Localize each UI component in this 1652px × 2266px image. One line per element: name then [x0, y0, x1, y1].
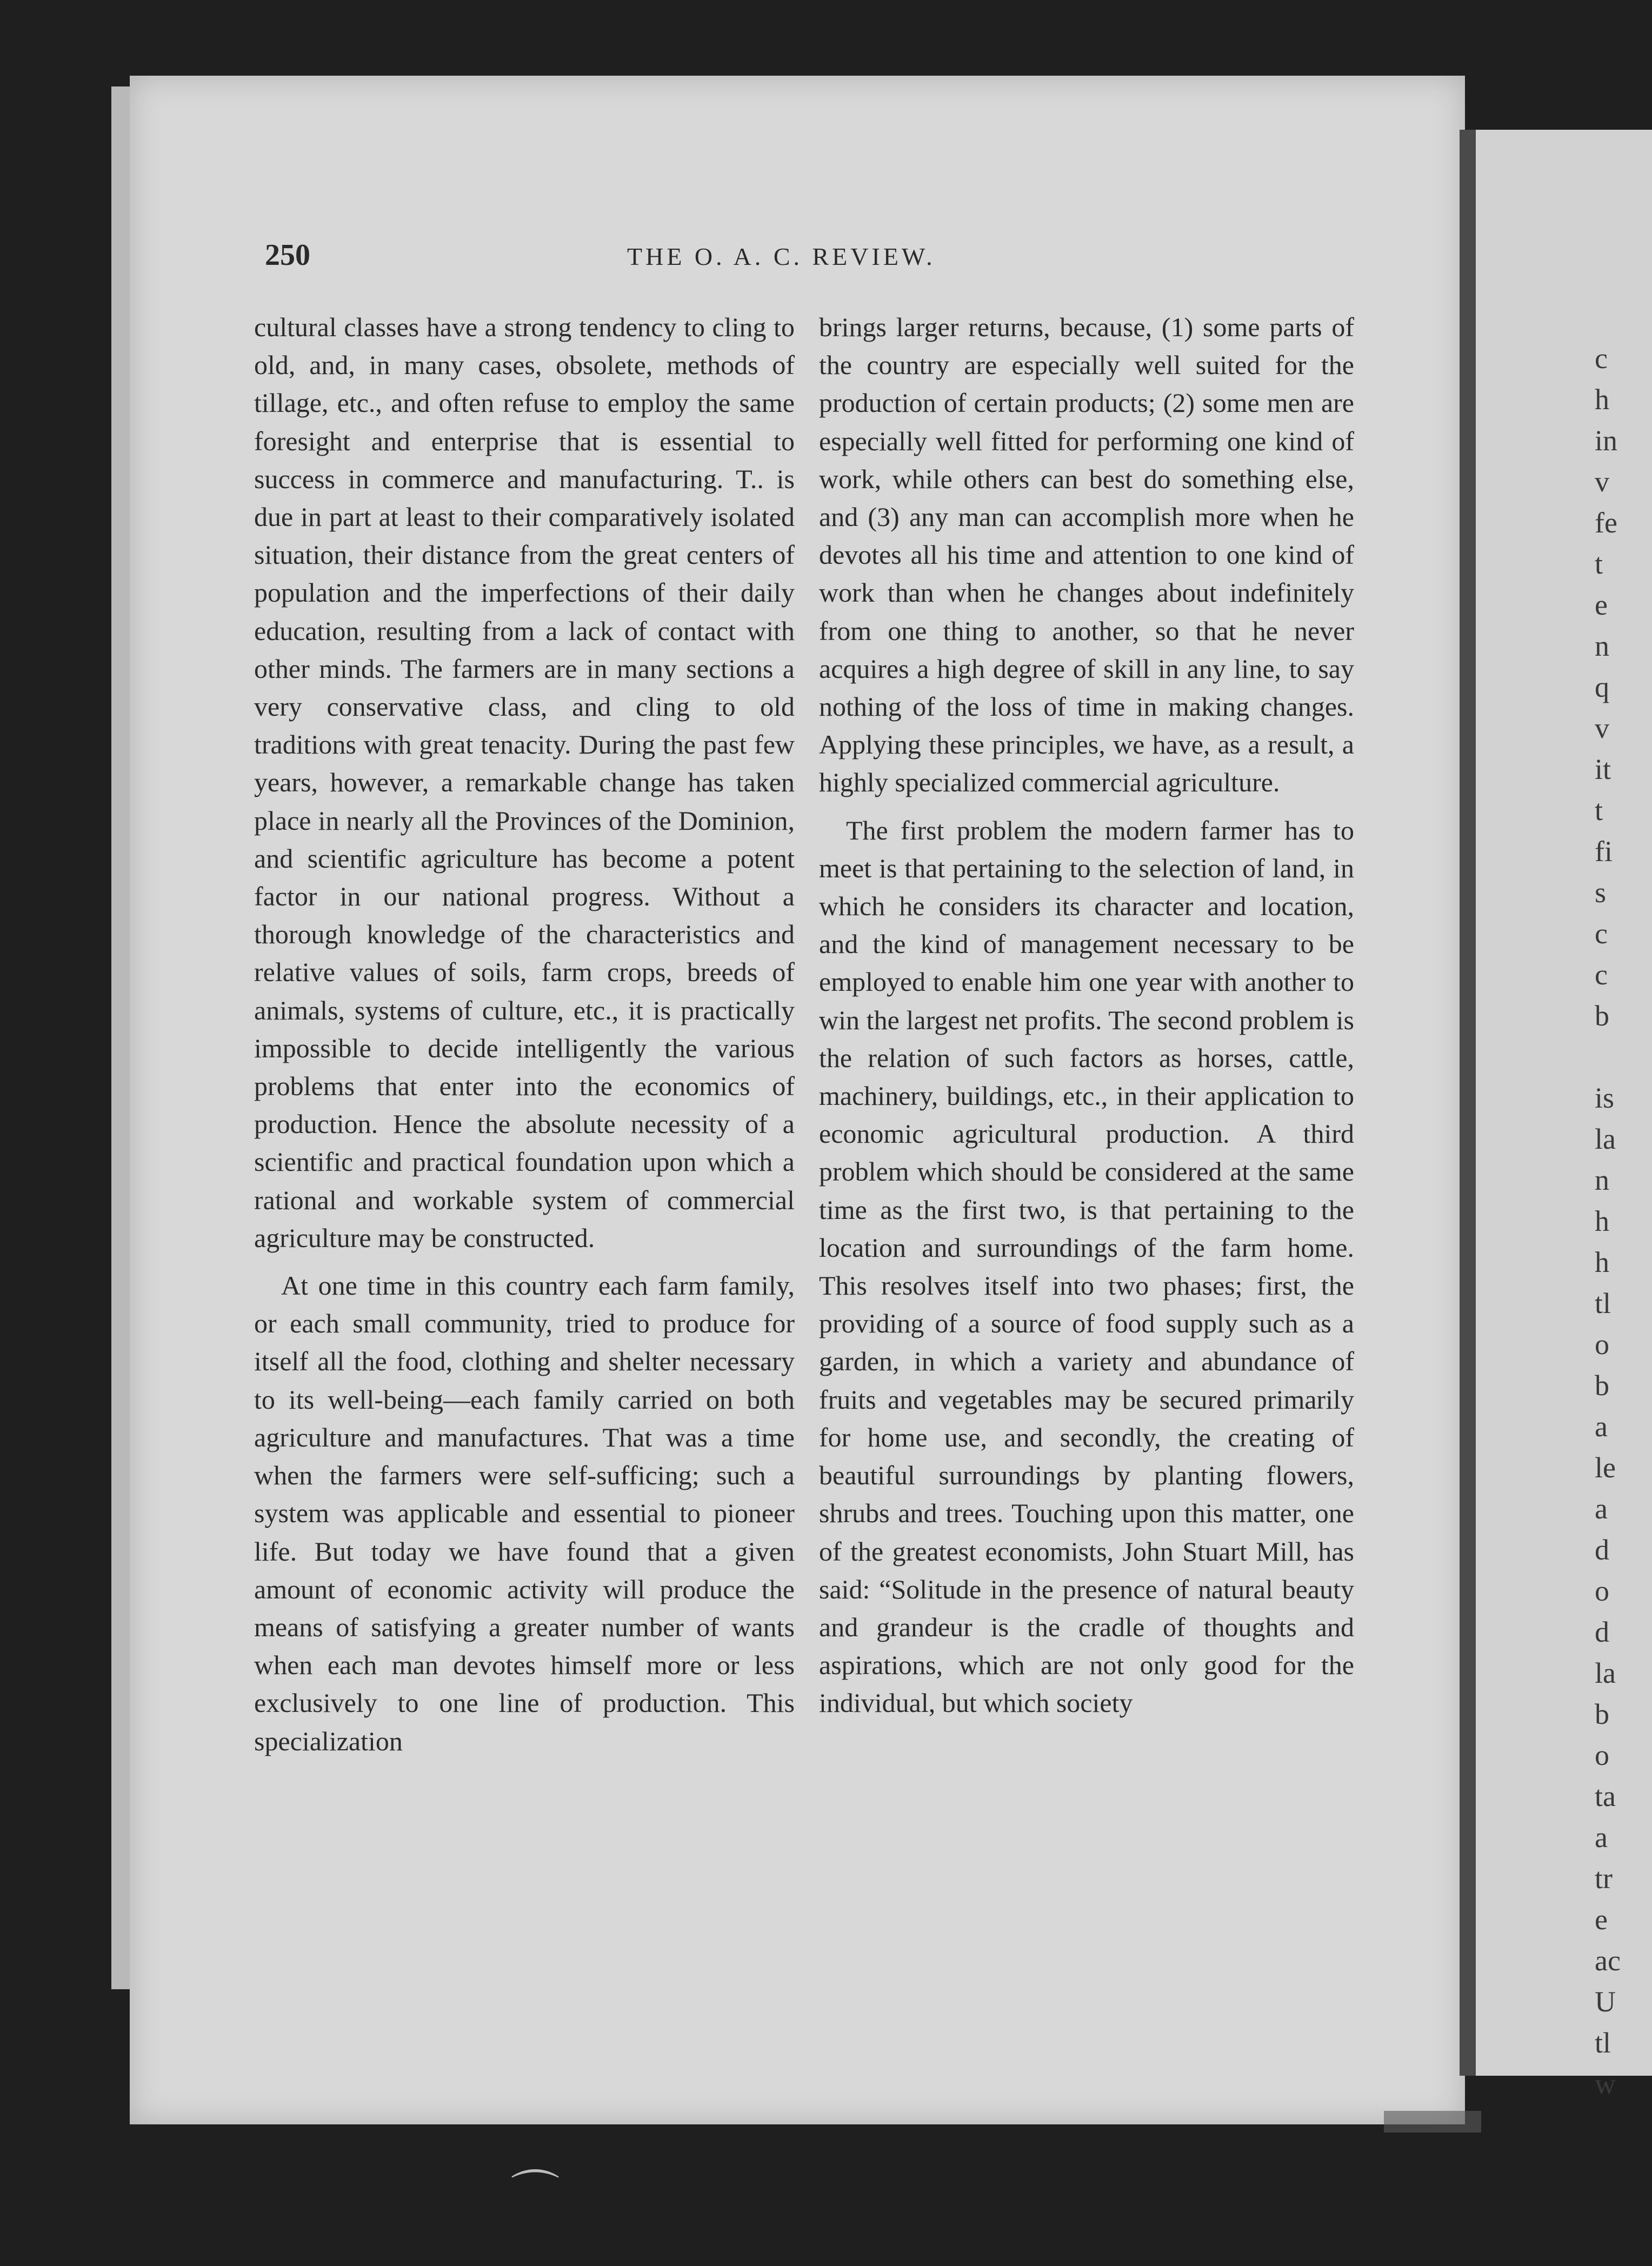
next-page-fragment: h: [1595, 1205, 1609, 1237]
paragraph: brings larger returns, because, (1) some parts of the country are especially well suited for the production of certain products; (2) some men are especially well fitted for performing one kind of work, while others can best do something else, and (3) any man can accomplish more when he devotes all his time and attention to one kind of work than when he changes about indefinitely from one thing to another, so that he never acquires a high degree of skill in any line, to say nothing of the loss of time in making changes. Applying these principles, we have, as a result, a highly specialized commercial agriculture.: [819, 312, 1354, 798]
next-page-fragment: h: [1595, 383, 1609, 416]
next-page-fragment: c: [1595, 917, 1608, 950]
next-page-fragment: s: [1595, 876, 1607, 909]
paragraph: At one time in this country each farm family, or each small community, tried to produce for itself all the food, clothing and shelter necessary to its well-being—each family carried on both agriculture and manufactures. That was a time when the farmers were self-sufficing; such a system was applicable and essential to pioneer life. But today we have found that a given amount of economic activity will produce the means of satisfying a greater number of wants when each man devotes himself more or less exclusively to one line of production. This specialization: [254, 1270, 795, 1756]
next-page-fragment: o: [1595, 1739, 1609, 1771]
next-page-fragment: a: [1595, 1821, 1608, 1854]
right-text-column: [819, 308, 1354, 1732]
next-page-fragment: v: [1595, 465, 1609, 498]
next-page-text-fragments: [1595, 338, 1649, 2104]
next-page-fragment: ta: [1595, 1780, 1616, 1812]
next-page-fragment: tl: [1595, 2027, 1611, 2059]
next-page-fragment: n: [1595, 630, 1609, 662]
next-page-fragment: b: [1595, 999, 1609, 1032]
next-page-fragment: it: [1595, 753, 1611, 785]
next-page-fragment: b: [1595, 1698, 1609, 1730]
next-page-fragment: c: [1595, 958, 1608, 991]
next-page-fragment: a: [1595, 1492, 1608, 1525]
next-page-fragment: v: [1595, 712, 1609, 744]
next-page-fragment: o: [1595, 1575, 1609, 1607]
next-page-fragment: la: [1595, 1123, 1616, 1155]
next-page-fragment: tr: [1595, 1862, 1613, 1895]
paragraph: The first problem the modern farmer has to meet is that pertaining to the selection of land, in which he considers its character and location, and the kind of management necessary to be employed to enable him one year with another to win the largest net profits. The second problem is the relation of such factors as horses, cattle, machinery, buildings, etc., in their application to economic agricultural production. A third problem which should be considered at the same time as the first two, is that pertaining to the location and surroundings of the farm home. This resolves itself into two phases; first, the providing of a source of food supply such as a garden, in which a variety and abundance of fruits and vegetables may be secured primarily for home use, and secondly, the creating of beautiful surroundings by planting flowers, shrubs and trees. Touching upon this matter, one of the greatest economists, John Stuart Mill, has said: “Solitude in the presence of natural beauty and grandeur is the cradle of thoughts and aspirations, which are not only good for the individual, but which society: [819, 815, 1354, 1718]
next-page-fragment: b: [1595, 1369, 1609, 1402]
next-page-fragment: o: [1595, 1328, 1609, 1361]
next-page-fragment: in: [1595, 424, 1618, 457]
left-text-column: [254, 308, 795, 1770]
next-page-fragment: ac: [1595, 1944, 1621, 1977]
next-page-fragment: c: [1595, 342, 1608, 375]
next-page-fragment: d: [1595, 1534, 1609, 1566]
next-page-fragment: n: [1595, 1164, 1609, 1196]
next-page-fragment: U: [1595, 1985, 1616, 2018]
next-page-fragment: e: [1595, 1903, 1608, 1936]
next-page-fragment: e: [1595, 589, 1608, 621]
paragraph: cultural classes have a strong tendency to cling to old, and, in many cases, obsolete, methods of tillage, etc., and often refuse to employ the same foresight and enterprise that is essential to success in commerce and manufacturing. T.. is due in part at least to their comparatively isolated situation, their distance from the great centers of population and the imperfections of their daily education, resulting from a lack of contact with other minds. The farmers are in many sections a very conservative class, and cling to old traditions with great tenacity. During the past few years, however, a remarkable change has taken place in nearly all the Provinces of the Dominion, and scientific agriculture has become a potent factor in our national progress. Without a thorough knowledge of the characteristics and relative values of soils, farm crops, breeds of animals, systems of culture, etc., it is practically impossible to decide intelligently the various problems that enter into the economics of production. Hence the absolute necessity of a scientific and practical foundation upon which a rational and workable system of commercial agriculture may be constructed.: [254, 312, 795, 1253]
next-page-fragment: t: [1595, 794, 1603, 827]
scan-mark-icon: ⌒: [511, 2168, 559, 2221]
next-page-fragment: h: [1595, 1246, 1609, 1278]
next-page-fragment: fe: [1595, 506, 1617, 539]
next-page-fragment: fi: [1595, 835, 1613, 868]
next-page-fragment: le: [1595, 1451, 1616, 1484]
next-page-fragment: [1595, 1036, 1649, 1077]
next-page-fragment: tl: [1595, 1287, 1611, 1319]
running-title: THE O. A. C. REVIEW.: [627, 243, 936, 270]
book-gutter: [1460, 130, 1478, 2076]
page-number: 250: [265, 238, 310, 272]
page-header: [265, 238, 1341, 281]
next-page-fragment: la: [1595, 1657, 1616, 1689]
next-page-fragment: q: [1595, 671, 1609, 703]
next-page-fragment: a: [1595, 1410, 1608, 1443]
next-page-fragment: w: [1595, 2068, 1616, 2100]
next-page-fragment: t: [1595, 548, 1603, 580]
next-page-fragment: d: [1595, 1616, 1609, 1648]
scan-artifact: [1384, 2111, 1481, 2132]
next-page-fragment: is: [1595, 1082, 1615, 1114]
